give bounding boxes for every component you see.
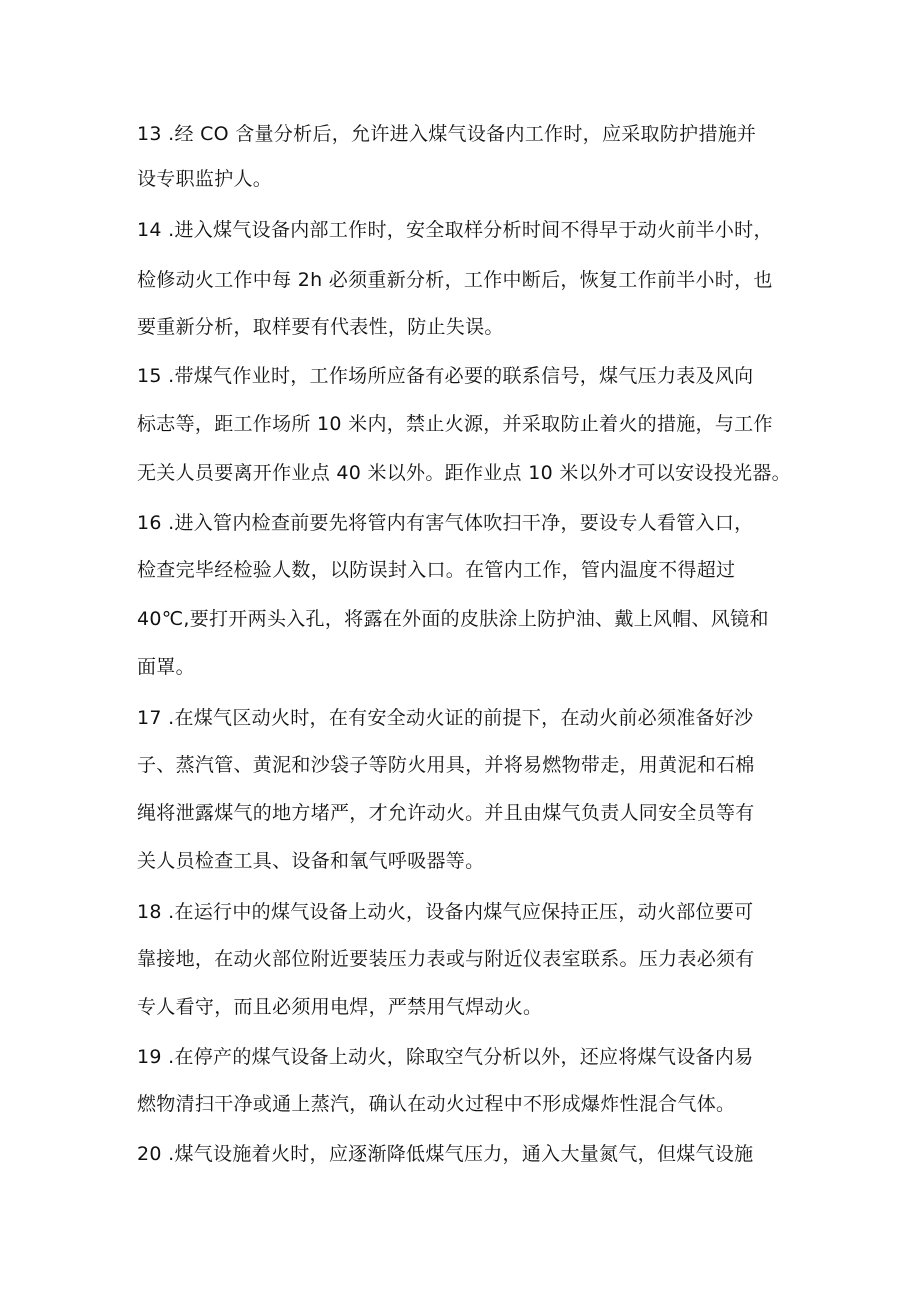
text-line: 绳将泄露煤气的地方堵严，才允许动火。并且由煤气负责人同安全员等有 <box>137 802 755 824</box>
text-line: 设专职监护人。 <box>137 168 273 190</box>
text-line: 检修动火工作中每 2h 必须重新分析，工作中断后，恢复工作前半小时，也 <box>137 269 773 291</box>
text-line: 检查完毕经检验人数，以防误封入口。在管内工作，管内温度不得超过 <box>137 559 736 581</box>
text-line: 17 .在煤气区动火时，在有安全动火证的前提下，在动火前必须准备好沙 <box>137 707 754 729</box>
text-line: 子、蒸汽管、黄泥和沙袋子等防火用具，并将易燃物带走，用黄泥和石棉 <box>137 754 755 776</box>
text-line: 16 .进入管内检查前要先将管内有害气体吹扫干净，要设专人看管入口， <box>137 512 754 534</box>
text-line: 14 .进入煤气设备内部工作时，安全取样分析时间不得早于动火前半小时， <box>137 219 773 241</box>
text-line: 标志等，距工作场所 10 米内，禁止火源，并采取防止着火的措施，与工作 <box>137 413 773 435</box>
text-line: 专人看守，而且必须用电焊，严禁用气焊动火。 <box>137 996 543 1018</box>
text-line: 靠接地，在动火部位附近要装压力表或与附近仪表室联系。压力表必须有 <box>137 948 755 970</box>
text-line: 关人员检查工具、设备和氧气呼吸器等。 <box>137 850 485 872</box>
text-line: 燃物清扫干净或通上蒸汽，确认在动火过程中不形成爆炸性混合气体。 <box>137 1093 736 1115</box>
text-line: 18 .在运行中的煤气设备上动火，设备内煤气应保持正压，动火部位要可 <box>137 901 754 923</box>
text-line: 20 .煤气设施着火时，应逐渐降低煤气压力，通入大量氮气，但煤气设施 <box>137 1143 754 1165</box>
text-line: 无关人员要离开作业点 40 米以外。距作业点 10 米以外才可以安设投光器。 <box>137 462 791 484</box>
text-line: 40℃,要打开两头入孔，将露在外面的皮肤涂上防护油、戴上风帽、风镜和 <box>137 608 769 630</box>
text-line: 15 .带煤气作业时，工作场所应备有必要的联系信号，煤气压力表及风向 <box>137 365 754 387</box>
text-line: 要重新分析，取样要有代表性，防止失误。 <box>137 316 504 338</box>
text-line: 19 .在停产的煤气设备上动火，除取空气分析以外，还应将煤气设备内易 <box>137 1046 754 1068</box>
text-line: 面罩。 <box>137 656 195 678</box>
text-line: 13 .经 CO 含量分析后，允许进入煤气设备内工作时，应采取防护措施并 <box>137 123 757 145</box>
